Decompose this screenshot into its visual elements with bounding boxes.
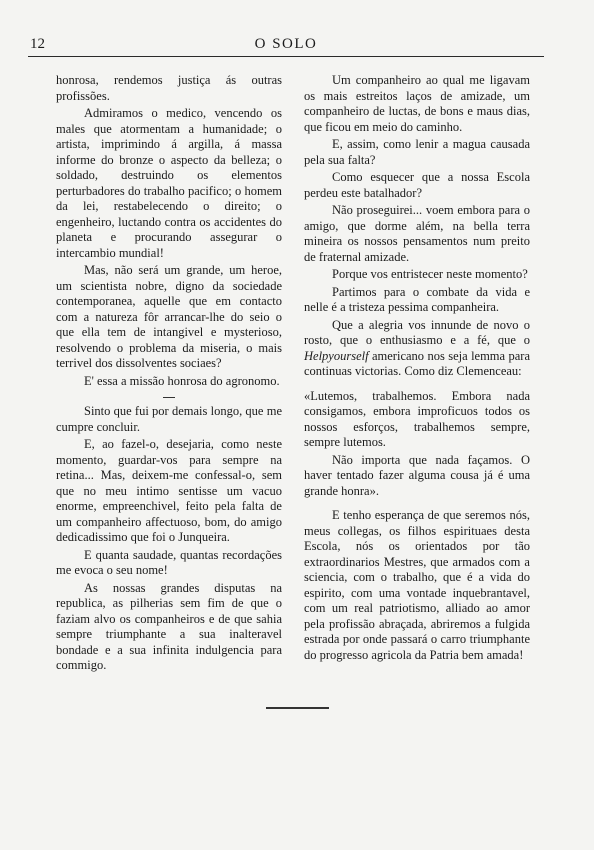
text-run: americano nos seja lemma para continuas victorias. Como diz Clemenceau: <box>304 348 530 378</box>
paragraph: Partimos para o combate da vida e nelle é a tristeza pessima companheira. <box>304 284 530 314</box>
paragraph: Um companheiro ao qual me ligavam os mais estreitos laços de amizade, um companheiro de luctas, de bons e maus dias, que ficou em meio do caminho. <box>304 73 530 134</box>
paragraph <box>304 318 530 380</box>
journal-title: O SOLO <box>254 36 318 52</box>
page-number: 12 <box>30 36 45 52</box>
paragraph: E' essa a missão honrosa do agronomo. <box>84 373 280 388</box>
right-column <box>304 73 530 663</box>
paragraph: Como esquecer que a nossa Escola perdeu este batalhador? <box>304 170 530 200</box>
paragraph: Admiramos o medico, vencendo os males que atormentam a humanidade; o artista, imprimindo á argilla, á massa informe do bronze o aspecto da belleza; o soldado, destruindo os elementos perturbadores do trabalho pacifico; o homem da lei, restabelecendo o direito; o engenheiro, luctando contra os accidentes do planeta e procurando assegurar o intercambio mundial! <box>56 106 282 260</box>
paragraph: Porque vos entristecer neste momento? <box>332 267 528 281</box>
text-run: Que a alegria vos innunde de novo o rosto, que o enthusiasmo e a fé, que o <box>304 317 530 347</box>
paragraph: Não proseguirei... voem embora para o amigo, que dorme além, na bella terra mineira os nossos pensamentos num preito de fraternal amizade. <box>304 203 530 264</box>
paragraph: E, assim, como lenir a magua causada pela sua falta? <box>304 137 530 167</box>
page-header <box>28 36 544 57</box>
paragraph: As nossas grandes disputas na republica, as pilherias sem fim de que o faziam alvo os companheiros e de que sahia sempre triumphante a sua inalteravel bondade e a sua infinita indulgencia para commigo. <box>56 580 282 672</box>
paragraph: E, ao fazel-o, desejaria, como neste momento, guardar-vos para sempre na retina... Mas, deixem-me confessal-o, sem que no meu intimo sentisse um vacuo enorme, empreenchivel, feito pela falta de um companheiro affectuoso, bom, do amigo dedicadissimo que foi o Junqueira. <box>56 437 282 544</box>
paragraph: Mas, não será um grande, um heroe, um scientista nobre, digno da sociedade contemporanea, aquelle que em contacto com a natureza fôr arrancar-lhe do seio o que ella tem de intangivel e mysterioso, resolvendo o problema da miseria, o mais terrivel dos dissolventes sociaes? <box>56 263 282 370</box>
italic-term: Helpyourself <box>304 348 369 363</box>
quote-paragraph: «Lutemos, trabalhemos. Embora nada consigamos, embora improficuos todos os nossos esforços, trabalhemos sempre, sempre lutemos. <box>304 388 530 449</box>
paragraph: E tenho esperança de que seremos nós, meus collegas, os filhos espirituaes desta Escola, nós os orientados por tão extraordinarios Mestres, que armados com a sciencia, com o trabalho, que é a vida do espirito, com uma vontade inquebrantavel, com um real patriotismo, alliado ao amor pela profissão abraçada, abriremos a fulgida estrada por onde passará o carro triumphante do progresso agricola da Patria bem amada! <box>304 508 530 662</box>
quote-paragraph: Não importa que nada façamos. O haver tentado fazer alguma cousa já é uma grande honra». <box>304 452 530 498</box>
paragraph: Sinto que fui por demais longo, que me cumpre concluir. <box>56 404 282 434</box>
paragraph: honrosa, rendemos justiça ás outras profissões. <box>56 73 282 103</box>
section-separator <box>163 397 175 398</box>
paragraph: E quanta saudade, quantas recordações me evoca o seu nome! <box>56 547 282 577</box>
end-rule <box>266 707 329 709</box>
left-column <box>56 73 282 674</box>
